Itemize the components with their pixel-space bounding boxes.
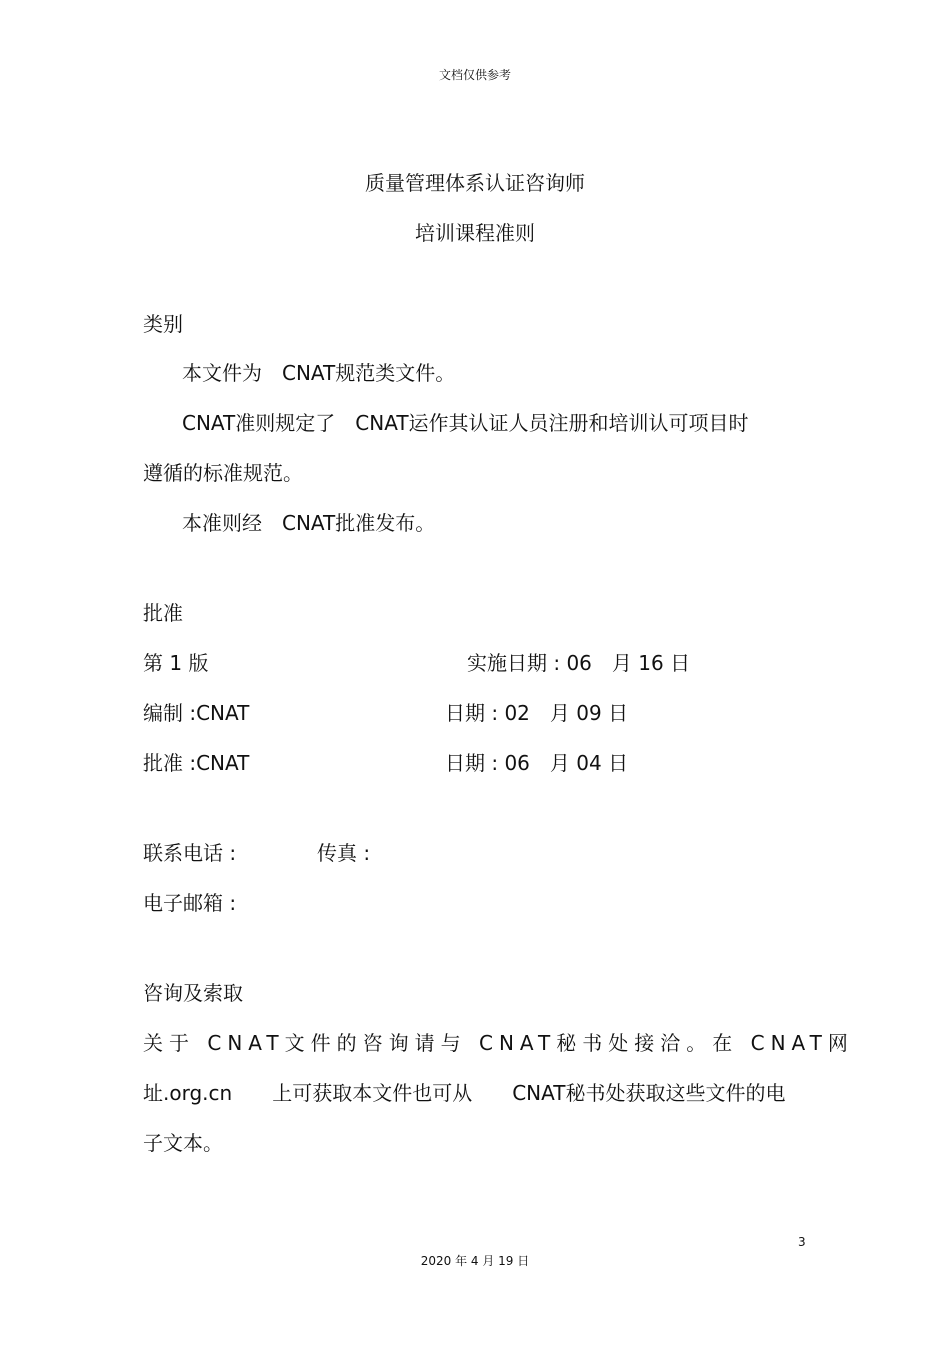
footer-date: 2020 年 4 月 19 日 — [420, 1254, 530, 1268]
page-number: 3 — [798, 1235, 806, 1249]
approval-heading: 批准 — [143, 601, 183, 625]
category-paragraph-2-line-1: CNAT准则规定了 CNAT运作其认证人员注册和培训认可项目时 — [182, 411, 749, 435]
category-paragraph-3: 本准则经 CNAT批准发布。 — [182, 511, 436, 535]
document-title: 质量管理体系认证咨询师 — [365, 171, 585, 195]
compiled-date: 日期 : 02 月 09 日 — [445, 701, 629, 725]
fax-label: 传真 : — [317, 841, 371, 865]
phone-label: 联系电话 : — [143, 841, 237, 865]
document-subtitle: 培训课程准则 — [415, 221, 535, 245]
inquiry-line-2: 址.org.cn 上可获取本文件也可从 CNAT秘书处获取这些文件的电 — [143, 1081, 786, 1105]
category-heading: 类别 — [143, 312, 183, 336]
category-paragraph-2-line-2: 遵循的标准规范。 — [143, 461, 303, 485]
inquiry-line-1: 关于 CNAT文件的咨询请与 CNAT秘书处接洽。在 CNAT网 — [143, 1031, 854, 1055]
effective-date: 实施日期 : 06 月 16 日 — [467, 651, 691, 675]
compiled-by: 编制 :CNAT — [143, 701, 250, 725]
header-note: 文档仅供参考 — [438, 68, 511, 82]
category-paragraph-1: 本文件为 CNAT规范类文件。 — [182, 361, 456, 385]
approved-date: 日期 : 06 月 04 日 — [445, 751, 629, 775]
inquiry-line-3: 子文本。 — [143, 1131, 223, 1155]
email-label: 电子邮箱 : — [143, 891, 237, 915]
approved-by: 批准 :CNAT — [143, 751, 250, 775]
inquiry-heading: 咨询及索取 — [143, 981, 243, 1005]
edition-label: 第 1 版 — [143, 651, 209, 675]
